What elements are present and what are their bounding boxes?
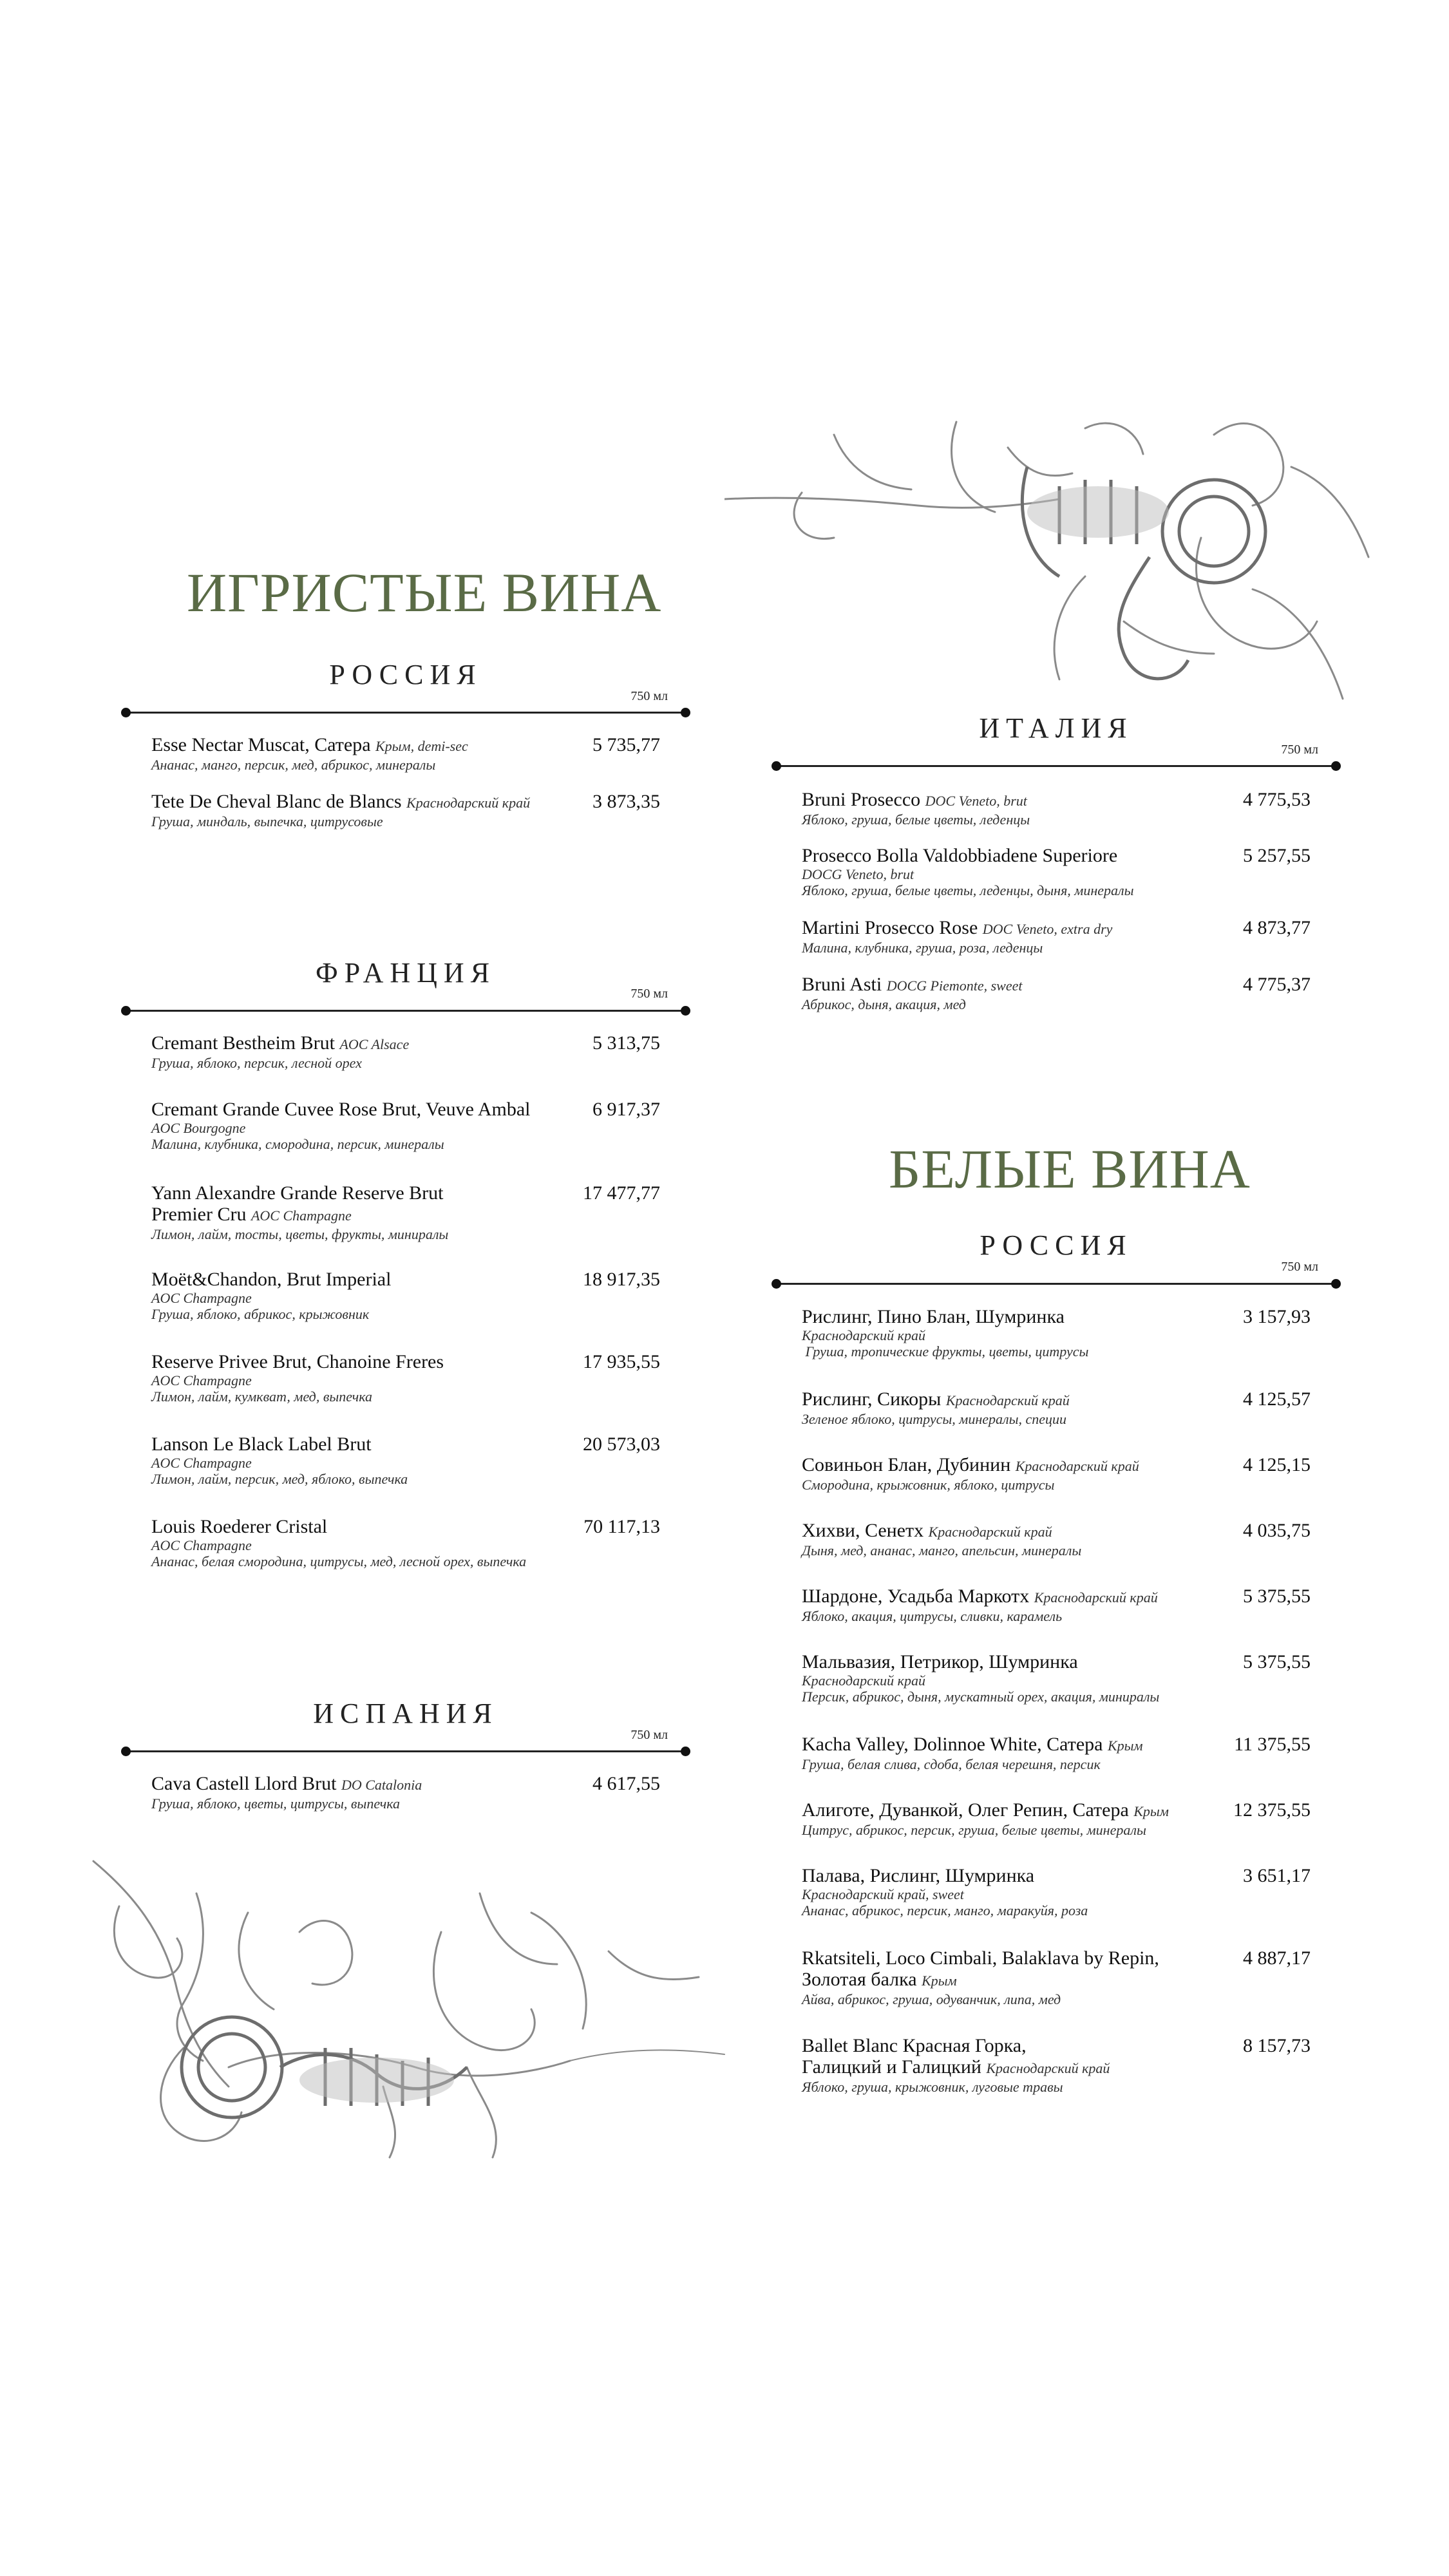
left-column xyxy=(126,0,686,2576)
wine-item xyxy=(151,1269,660,1322)
wine-price: 17 935,55 xyxy=(583,1351,660,1372)
wine-name-line2: Золотая балка xyxy=(802,1969,917,1990)
wine-name: Kacha Valley, Dolinnoe White, Сатера xyxy=(802,1734,1103,1755)
wine-origin: Крым xyxy=(922,1973,957,1989)
wine-notes: Смородина, крыжовник, яблоко, цитрусы xyxy=(802,1477,1055,1493)
wine-origin: DOCG Piemonte, sweet xyxy=(886,978,1023,994)
volume-label: 750 мл xyxy=(630,987,668,1001)
wine-name: Палава, Рислинг, Шумринка xyxy=(802,1865,1035,1886)
wine-notes: Груша, яблоко, персик, лесной орех xyxy=(151,1055,362,1071)
wine-item xyxy=(151,1773,660,1812)
wine-origin: Крым, demi-sec xyxy=(375,738,468,754)
wine-item xyxy=(802,1799,1311,1838)
wine-price: 5 735,77 xyxy=(592,734,660,755)
sparkling-wines-title: ИГРИСТЫЕ ВИНА xyxy=(187,562,662,623)
volume-label: 750 мл xyxy=(1281,1260,1318,1274)
wine-name: Rkatsiteli, Loco Cimbali, Balaklava by Repin, xyxy=(802,1947,1159,1969)
wine-origin: Краснодарский край xyxy=(986,2060,1110,2076)
wine-name: Esse Nectar Muscat, Сатера xyxy=(151,734,371,755)
wine-item xyxy=(802,789,1311,828)
wine-name: Хихви, Сенетх xyxy=(802,1520,924,1541)
wine-notes: Яблоко, груша, крыжовник, луговые травы xyxy=(802,2079,1063,2095)
wine-price: 4 125,57 xyxy=(1243,1388,1311,1410)
wine-item xyxy=(802,1586,1311,1624)
wine-appellation: Краснодарский край xyxy=(802,1672,925,1689)
wine-name: Louis Roederer Cristal xyxy=(151,1516,328,1537)
wine-price: 3 651,17 xyxy=(1243,1865,1311,1886)
white-wines-title: БЕЛЫЕ ВИНА xyxy=(889,1138,1251,1200)
wine-item xyxy=(802,845,1311,898)
wine-price: 5 313,75 xyxy=(592,1032,660,1054)
wine-name: Reserve Privee Brut, Chanoine Freres xyxy=(151,1351,444,1372)
wine-notes: Цитрус, абрикос, персик, груша, белые цветы, минералы xyxy=(802,1822,1146,1838)
section-divider xyxy=(126,712,686,714)
wine-notes: Груша, миндаль, выпечка, цитрусовые xyxy=(151,813,383,829)
wine-name: Ballet Blanc Красная Горка, xyxy=(802,2035,1027,2056)
wine-appellation: DOCG Veneto, brut xyxy=(802,866,914,882)
volume-label: 750 мл xyxy=(630,689,668,703)
wine-item xyxy=(802,2035,1311,2095)
wine-name: Moët&Chandon, Brut Imperial xyxy=(151,1269,392,1290)
wine-name: Yann Alexandre Grande Reserve Brut xyxy=(151,1182,444,1204)
wine-appellation: AOC Champagne xyxy=(151,1537,252,1553)
wine-price: 12 375,55 xyxy=(1233,1799,1311,1821)
wine-name-line2: Premier Cru xyxy=(151,1204,247,1225)
section-divider xyxy=(126,1750,686,1752)
section-divider xyxy=(126,1010,686,1012)
wine-name: Lanson Le Black Label Brut xyxy=(151,1434,372,1455)
wine-appellation: Краснодарский край xyxy=(802,1327,925,1343)
wine-price: 6 917,37 xyxy=(592,1099,660,1120)
wine-notes: Ананас, абрикос, персик, манго, маракуйя, роза xyxy=(802,1902,1088,1918)
wine-appellation: Краснодарский край, sweet xyxy=(802,1886,964,1902)
wine-notes: Груша, яблоко, цветы, цитрусы, выпечка xyxy=(151,1795,401,1812)
wine-price: 20 573,03 xyxy=(583,1434,660,1455)
wine-price: 4 125,15 xyxy=(1243,1454,1311,1475)
wine-notes: Яблоко, груша, белые цветы, леденцы, дыня, минералы xyxy=(802,882,1134,898)
wine-item xyxy=(802,1651,1311,1705)
wine-notes: Лимон, лайм, персик, мед, яблоко, выпечка xyxy=(151,1471,408,1487)
wine-origin: Краснодарский край xyxy=(1034,1589,1158,1605)
wine-price: 4 617,55 xyxy=(592,1773,660,1794)
wine-item xyxy=(802,917,1311,956)
wine-item xyxy=(802,1734,1311,1772)
wine-origin: Крым xyxy=(1107,1738,1143,1754)
section-divider xyxy=(776,1283,1336,1285)
wine-item xyxy=(802,1306,1311,1359)
country-heading-france: ФРАНЦИЯ xyxy=(315,957,497,989)
wine-origin: Краснодарский край xyxy=(928,1524,1052,1540)
country-heading-italy: ИТАЛИЯ xyxy=(979,712,1133,744)
wine-notes: Яблоко, груша, белые цветы, леденцы xyxy=(802,811,1030,828)
wine-notes: Малина, клубника, смородина, персик, минералы xyxy=(151,1136,444,1152)
wine-price: 70 117,13 xyxy=(583,1516,660,1537)
wine-price: 5 257,55 xyxy=(1243,845,1311,866)
wine-name: Совиньон Блан, Дубинин xyxy=(802,1454,1011,1475)
wine-notes: Малина, клубника, груша, роза, леденцы xyxy=(802,940,1043,956)
volume-label: 750 мл xyxy=(630,1728,668,1742)
wine-price: 4 873,77 xyxy=(1243,917,1311,938)
wine-item xyxy=(151,1351,660,1405)
wine-origin: Краснодарский край xyxy=(1015,1458,1139,1474)
wine-notes: Яблоко, акация, цитрусы, сливки, карамель xyxy=(802,1608,1063,1624)
ornament-drawing xyxy=(80,1855,731,2170)
wine-item xyxy=(802,1865,1311,1918)
wine-name: Рислинг, Сикоры xyxy=(802,1388,942,1410)
wine-notes: Лимон, лайм, кумкват, мед, выпечка xyxy=(151,1388,372,1405)
wine-name: Tete De Cheval Blanc de Blancs xyxy=(151,791,402,812)
wine-item xyxy=(802,1454,1311,1493)
volume-label: 750 мл xyxy=(1281,743,1318,757)
country-heading-spain: ИСПАНИЯ xyxy=(313,1698,498,1729)
wine-origin: DOC Veneto, extra dry xyxy=(982,921,1113,937)
country-heading-russia: РОССИЯ xyxy=(980,1229,1133,1261)
wine-notes: Айва, абрикос, груша, одуванчик, липа, мед xyxy=(802,1991,1061,2007)
wine-notes: Груша, яблоко, абрикос, крыжовник xyxy=(151,1306,370,1322)
wine-appellation: AOC Bourgogne xyxy=(151,1120,246,1136)
wine-notes: Ананас, манго, персик, мед, абрикос, минералы xyxy=(151,757,436,773)
wine-name: Cava Castell Llord Brut xyxy=(151,1773,337,1794)
wine-name: Martini Prosecco Rose xyxy=(802,917,978,938)
wine-origin: AOC Champagne xyxy=(251,1208,352,1224)
wine-origin: Крым xyxy=(1133,1803,1169,1819)
country-heading-russia: РОССИЯ xyxy=(329,659,482,690)
wine-origin: DOC Veneto, brut xyxy=(925,793,1027,809)
right-column xyxy=(776,0,1336,2576)
wine-name: Мальвазия, Петрикор, Шумринка xyxy=(802,1651,1078,1672)
wine-item xyxy=(802,974,1311,1012)
wine-price: 5 375,55 xyxy=(1243,1586,1311,1607)
wine-notes: Лимон, лайм, тосты, цветы, фрукты, миниралы xyxy=(151,1226,449,1242)
wine-name: Cremant Grande Cuvee Rose Brut, Veuve Ambal xyxy=(151,1099,531,1120)
wine-origin: DO Catalonia xyxy=(341,1777,422,1793)
wine-item xyxy=(151,791,660,829)
wine-name: Bruni Asti xyxy=(802,974,882,995)
wine-price: 8 157,73 xyxy=(1243,2035,1311,2056)
wine-item xyxy=(151,1032,660,1071)
wine-item xyxy=(802,1388,1311,1427)
wine-item xyxy=(151,1099,660,1152)
wine-name: Cremant Bestheim Brut xyxy=(151,1032,335,1054)
wine-appellation: AOC Champagne xyxy=(151,1290,252,1306)
wine-price: 4 887,17 xyxy=(1243,1947,1311,1969)
wine-name-line2: Галицкий и Галицкий xyxy=(802,2056,981,2078)
wine-item xyxy=(151,1516,660,1569)
wine-item xyxy=(802,1947,1311,2007)
wine-price: 3 873,35 xyxy=(592,791,660,812)
wine-notes: Груша, тропические фрукты, цветы, цитрусы xyxy=(802,1343,1089,1359)
wine-price: 4 775,53 xyxy=(1243,789,1311,810)
wine-origin: Краснодарский край xyxy=(945,1392,1070,1408)
calligraphy-ornament-bottom-left xyxy=(80,1855,731,2170)
wine-item xyxy=(151,1434,660,1487)
wine-appellation: AOC Champagne xyxy=(151,1455,252,1471)
wine-price: 3 157,93 xyxy=(1243,1306,1311,1327)
wine-name: Bruni Prosecco xyxy=(802,789,921,810)
wine-price: 5 375,55 xyxy=(1243,1651,1311,1672)
wine-notes: Зеленое яблоко, цитрусы, минералы, специи xyxy=(802,1411,1067,1427)
section-divider xyxy=(776,765,1336,767)
wine-notes: Груша, белая слива, сдоба, белая черешня, персик xyxy=(802,1756,1101,1772)
wine-name: Prosecco Bolla Valdobbiadene Superiore xyxy=(802,845,1118,866)
wine-item xyxy=(802,1520,1311,1558)
wine-notes: Дыня, мед, ананас, манго, апельсин, минералы xyxy=(802,1542,1082,1558)
wine-price: 17 477,77 xyxy=(583,1182,660,1204)
wine-notes: Персик, абрикос, дыня, мускатный орех, акация, миниралы xyxy=(802,1689,1160,1705)
wine-price: 4 775,37 xyxy=(1243,974,1311,995)
wine-notes: Абрикос, дыня, акация, мед xyxy=(802,996,966,1012)
wine-price: 4 035,75 xyxy=(1243,1520,1311,1541)
wine-price: 11 375,55 xyxy=(1234,1734,1311,1755)
wine-name: Шардоне, Усадьба Маркотх xyxy=(802,1586,1030,1607)
wine-appellation: AOC Champagne xyxy=(151,1372,252,1388)
wine-origin: AOC Alsace xyxy=(339,1036,410,1052)
wine-notes: Ананас, белая смородина, цитрусы, мед, лесной орех, выпечка xyxy=(151,1553,527,1569)
wine-price: 18 917,35 xyxy=(583,1269,660,1290)
wine-item xyxy=(151,734,660,773)
wine-name: Алиготе, Дуванкой, Олег Репин, Сатера xyxy=(802,1799,1129,1821)
wine-item xyxy=(151,1182,660,1242)
wine-name: Рислинг, Пино Блан, Шумринка xyxy=(802,1306,1065,1327)
wine-origin: Краснодарский край xyxy=(406,795,531,811)
